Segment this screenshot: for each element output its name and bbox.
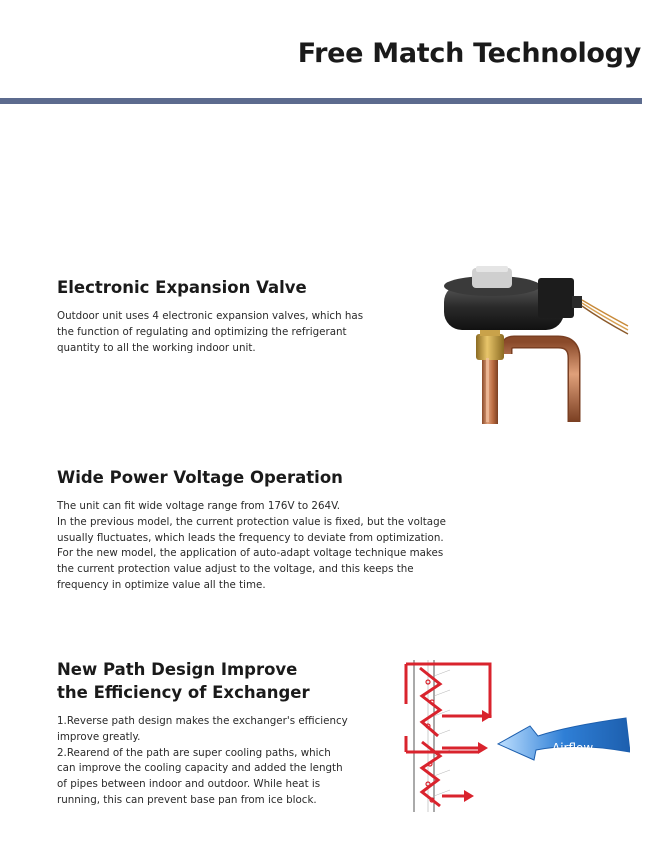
body-line: can improve the cooling capacity and added the length bbox=[57, 762, 343, 775]
heading-line: the Efficiency of Exchanger bbox=[57, 683, 310, 702]
section-path-design bbox=[57, 658, 377, 809]
body-line: the current protection value adjust to the voltage, and this keeps the bbox=[57, 563, 414, 576]
section-heading bbox=[57, 658, 377, 704]
body-line: Outdoor unit uses 4 electronic expansion valves, which has bbox=[57, 310, 364, 322]
body-line: of pipes between indoor and outdoor. While heat is bbox=[57, 778, 321, 791]
body-line: the function of regulating and optimizing the refrigerant bbox=[57, 325, 347, 338]
heat-exchanger-diagram bbox=[398, 656, 630, 816]
body-line: frequency in optimize value all the time. bbox=[57, 578, 266, 591]
section-expansion-valve bbox=[57, 276, 397, 356]
airflow-label: Airflow bbox=[552, 741, 594, 755]
section-heading: Wide Power Voltage Operation bbox=[57, 468, 343, 487]
body-line: For the new model, the application of auto-adapt voltage technique makes bbox=[57, 547, 444, 560]
heading-line: New Path Design Improve bbox=[57, 660, 298, 679]
body-line: In the previous model, the current protection value is fixed, but the voltage bbox=[57, 515, 446, 528]
body-line: The unit can fit wide voltage range from 176V to 264V. bbox=[57, 500, 341, 512]
body-line: quantity to all the working indoor unit. bbox=[57, 341, 256, 354]
expansion-valve-icon bbox=[440, 262, 630, 427]
body-line: 1.Reverse path design makes the exchanger's efficiency bbox=[57, 715, 348, 727]
section-body bbox=[57, 499, 477, 594]
page-title: Free Match Technology bbox=[297, 38, 641, 69]
section-body bbox=[57, 309, 397, 356]
body-line: 2.Rearend of the path are super cooling paths, which bbox=[57, 746, 331, 759]
body-line: usually fluctuates, which leads the frequency to deviate from optimization. bbox=[57, 531, 444, 544]
section-wide-voltage bbox=[57, 466, 477, 594]
body-line: improve greatly. bbox=[57, 730, 141, 743]
title-divider bbox=[0, 98, 642, 104]
body-line: running, this can prevent base pan from ice block. bbox=[57, 793, 317, 806]
section-body bbox=[57, 714, 377, 809]
section-heading: Electronic Expansion Valve bbox=[57, 278, 307, 297]
